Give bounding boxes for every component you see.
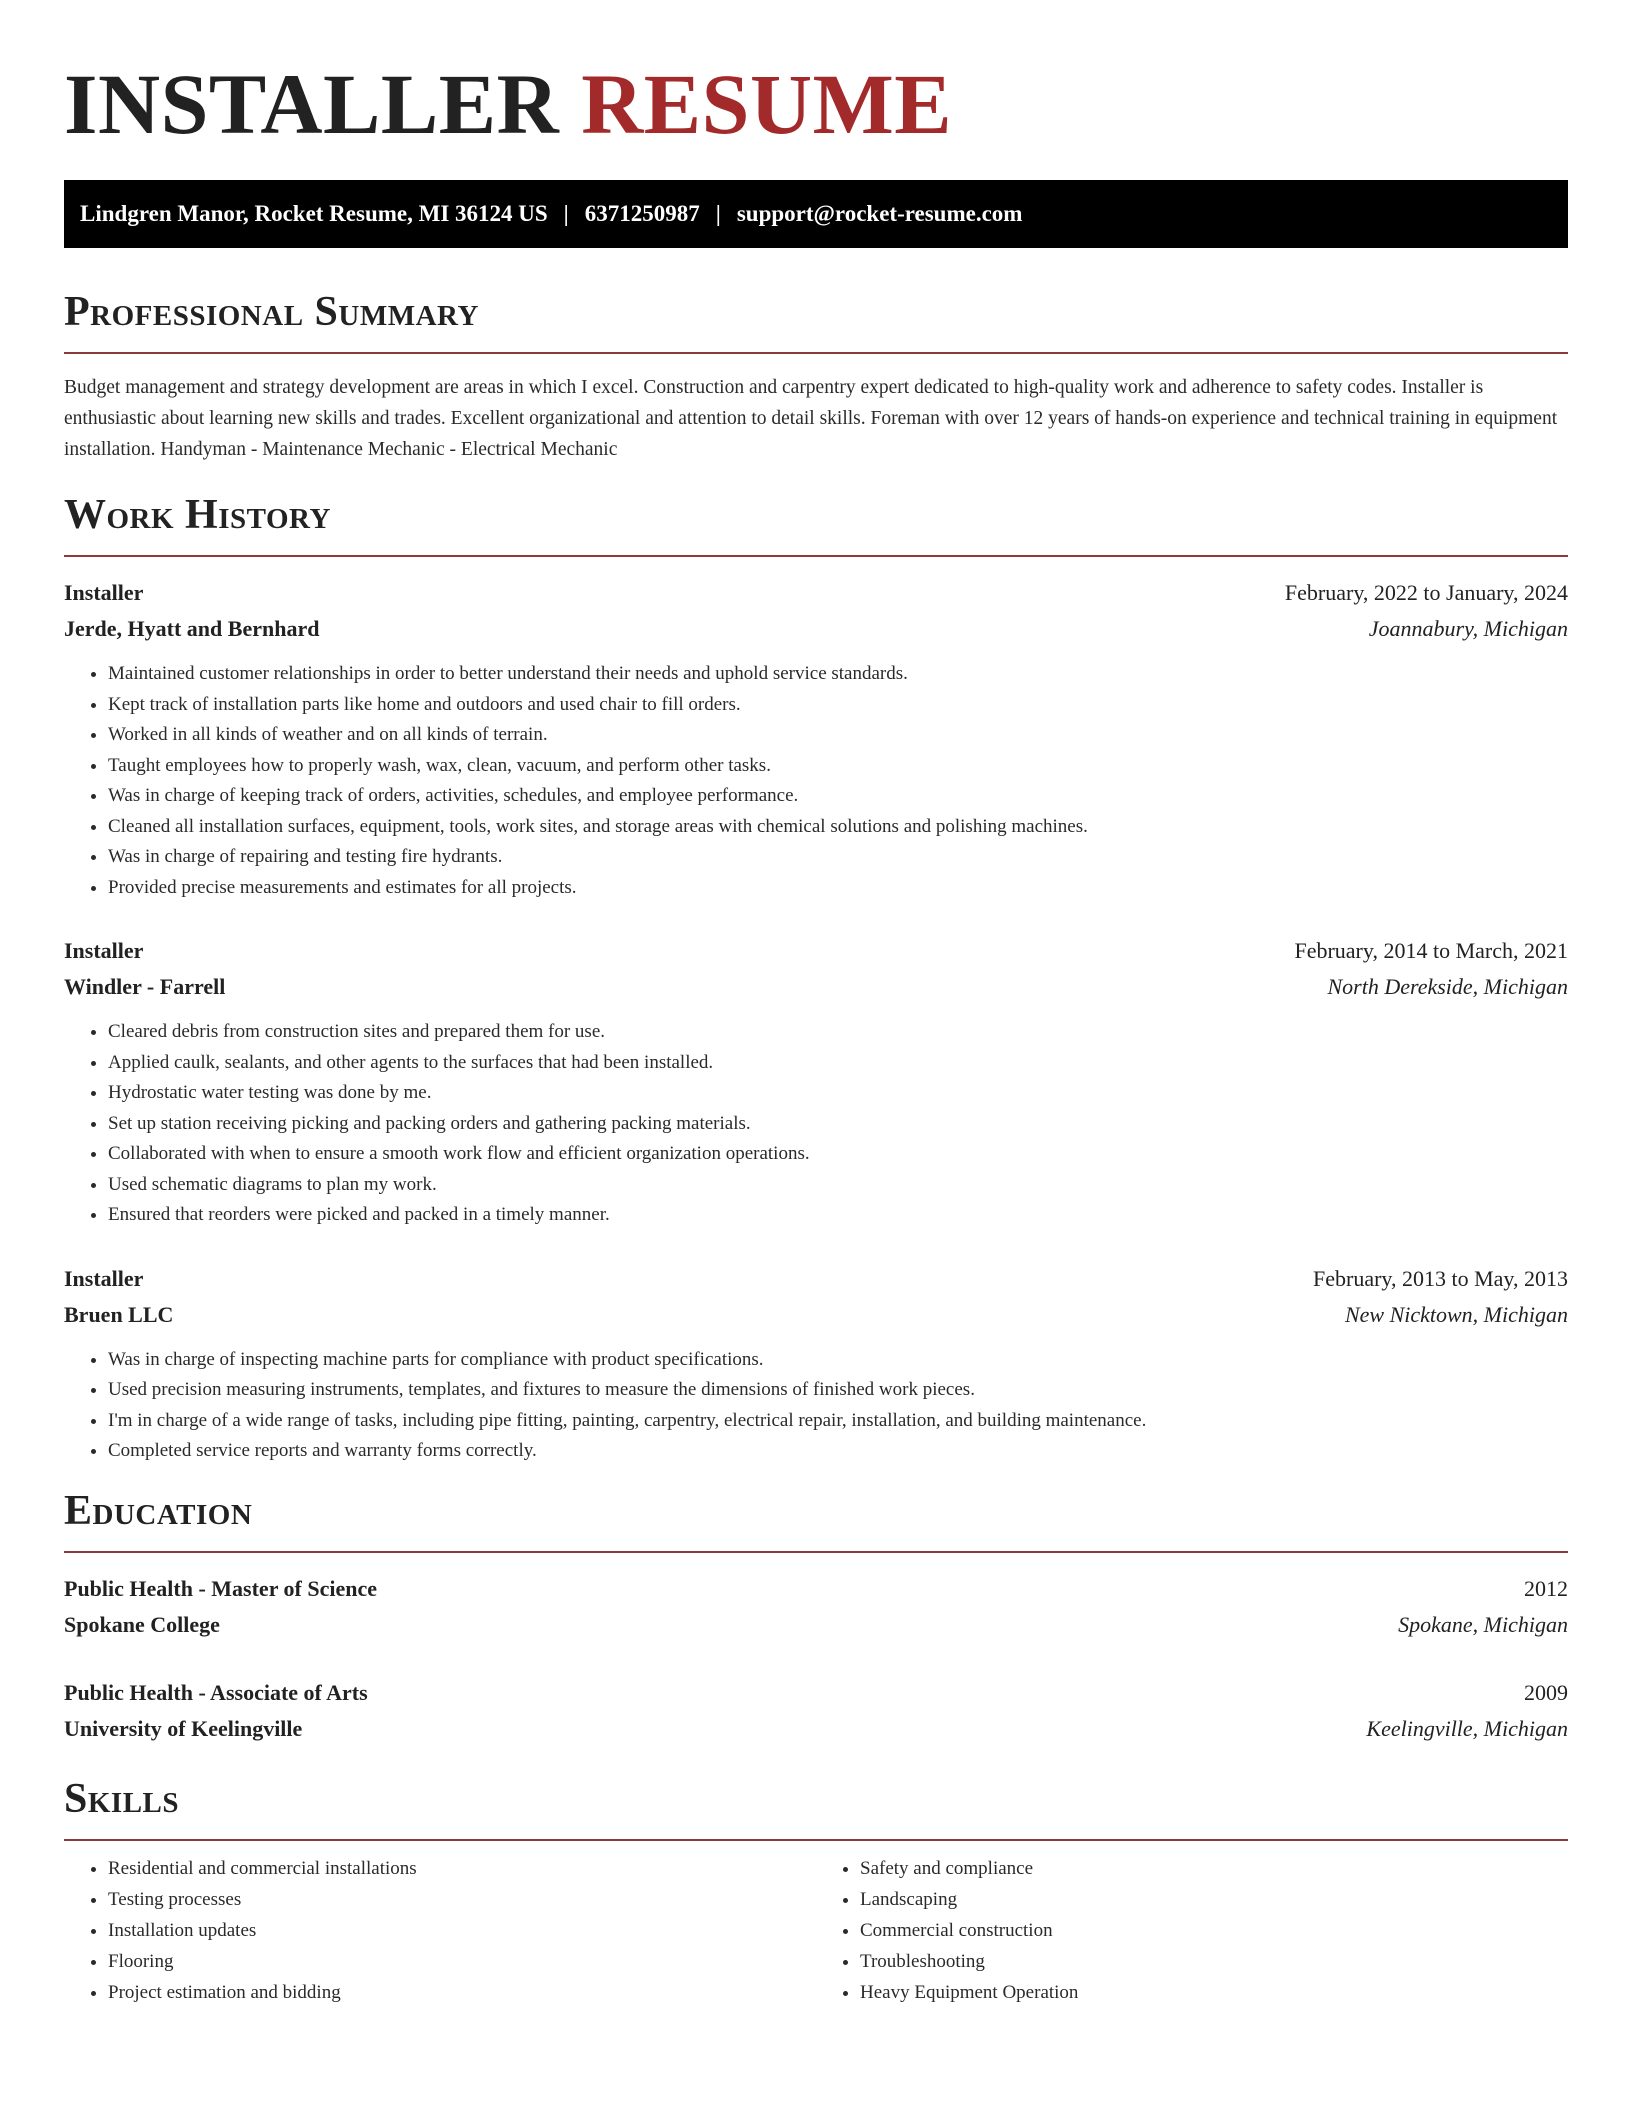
skill-item: • Troubleshooting [860,1946,1568,1977]
contact-separator: | [563,201,569,226]
list-item: • Worked in all kinds of weather and on all kinds of terrain. [108,720,1568,751]
job-company-row [64,1297,1568,1333]
skill-item: • Project estimation and bidding [108,1977,816,2008]
job-header-row [64,933,1568,969]
list-item: • Hydrostatic water testing was done by me. [108,1078,1568,1109]
section-divider [64,352,1568,354]
education-entry [64,1675,1568,1747]
education-degree: Public Health - Master of Science [64,1575,378,1601]
contact-separator: | [715,201,721,226]
skill-item: • Installation updates [108,1915,816,1946]
work-history-heading: Work History [64,492,331,538]
education-entry [64,1571,1568,1643]
section-divider [64,1551,1568,1553]
education-degree-row [64,1675,1568,1711]
education-school-row [64,1711,1568,1747]
list-item: • Cleared debris from construction sites and prepared them for use. [108,1017,1568,1048]
list-item: • Set up station receiving picking and packing orders and gathering packing materials. [108,1109,1568,1140]
list-item: • Applied caulk, sealants, and other agents to the surfaces that had been installed. [108,1048,1568,1079]
list-item: • Was in charge of repairing and testing fire hydrants. [108,842,1568,873]
skill-item: • Flooring [108,1946,816,1977]
job-title: Installer [64,580,144,605]
job-location: Joannabury, Michigan [1368,616,1568,641]
contact-address: Lindgren Manor, Rocket Resume, MI 36124 US [80,201,548,226]
list-item: • Maintained customer relationships in order to better understand their needs and uphold service standards. [108,659,1568,690]
job-company: Windler - Farrell [64,974,226,999]
education-location: Spokane, Michigan [1398,1611,1568,1637]
job-header-row [64,1261,1568,1297]
job-title: Installer [64,938,144,963]
job-company-row [64,611,1568,647]
resume-title [64,54,1568,154]
job-location: New Nicktown, Michigan [1344,1301,1568,1327]
education-year: 2009 [1524,1679,1568,1705]
summary-section [64,288,1568,465]
skills-heading: Skills [64,1775,180,1822]
skill-item: • Residential and commercial installations [108,1853,816,1884]
contact-bar [64,180,1568,248]
skills-columns [64,1853,1568,2008]
skills-section [64,1775,1568,2008]
list-item: • Used precision measuring instruments, templates, and fixtures to measure the dimensions of finished work pieces. [108,1375,1568,1406]
job-entry [64,575,1568,903]
list-item: • Collaborated with when to ensure a smooth work flow and efficient organization operations. [108,1139,1568,1170]
job-title: Installer [64,1265,144,1291]
education-section [64,1487,1568,1747]
list-item: • Completed service reports and warranty forms correctly. [108,1436,1568,1467]
work-history-section [64,491,1568,1467]
education-degree: Public Health - Associate of Arts [64,1679,368,1705]
list-item: • Ensured that reorders were picked and packed in a timely manner. [108,1200,1568,1231]
skills-list-left [64,1853,816,2008]
job-dates: February, 2022 to January, 2024 [1284,580,1568,605]
skill-item: • Safety and compliance [860,1853,1568,1884]
education-school: University of Keelingville [64,1715,303,1741]
list-item: • Cleaned all installation surfaces, equipment, tools, work sites, and storage areas with chemical solutions and polishing machines. [108,812,1568,843]
job-entry [64,933,1568,1231]
skill-item: • Testing processes [108,1884,816,1915]
job-bullets [64,659,1568,903]
education-degree-row [64,1571,1568,1607]
job-bullets [64,1345,1568,1467]
list-item: • Taught employees how to properly wash, wax, clean, vacuum, and perform other tasks. [108,751,1568,782]
education-school-row [64,1607,1568,1643]
education-heading: Education [64,1487,253,1534]
skill-item: • Landscaping [860,1884,1568,1915]
title-first-word: INSTALLER [64,56,560,152]
job-bullets [64,1017,1568,1231]
summary-heading: Professional Summary [64,289,479,335]
list-item: • Kept track of installation parts like home and outdoors and used chair to fill orders. [108,690,1568,721]
job-location: North Derekside, Michigan [1327,974,1568,999]
list-item: • Was in charge of inspecting machine parts for compliance with product specifications. [108,1345,1568,1376]
education-school: Spokane College [64,1611,220,1637]
list-item: • Was in charge of keeping track of orders, activities, schedules, and employee performance. [108,781,1568,812]
list-item: • Provided precise measurements and estimates for all projects. [108,873,1568,904]
job-company: Jerde, Hyatt and Bernhard [64,616,320,641]
skills-list-right [816,1853,1568,2008]
title-second-word: RESUME [581,56,953,152]
list-item: • Used schematic diagrams to plan my work. [108,1170,1568,1201]
summary-text: Budget management and strategy development are areas in which I excel. Construction and carpentry expert dedicated to high-quality work and adherence to safety codes. Installer is enthusiastic about learning new skills and trades. Excellent organizational and attention to detail skills. Foreman with over 12 years of hands-on experience and technical training in equipment installation. Handyman - Maintenance Mechanic - Electrical Mechanic [64,377,1558,460]
education-year: 2012 [1524,1575,1568,1601]
job-dates: February, 2013 to May, 2013 [1313,1265,1568,1291]
section-divider [64,555,1568,557]
job-dates: February, 2014 to March, 2021 [1294,938,1568,963]
skill-item: • Commercial construction [860,1915,1568,1946]
skill-item: • Heavy Equipment Operation [860,1977,1568,2008]
job-header-row [64,575,1568,611]
contact-email: support@rocket-resume.com [736,201,1023,226]
section-divider [64,1839,1568,1841]
job-entry [64,1261,1568,1467]
education-location: Keelingville, Michigan [1366,1715,1568,1741]
job-company: Bruen LLC [64,1301,174,1327]
job-company-row [64,969,1568,1005]
contact-phone: 6371250987 [584,201,700,226]
list-item: • I'm in charge of a wide range of tasks, including pipe fitting, painting, carpentry, electrical repair, installation, and building maintenance. [108,1406,1568,1437]
